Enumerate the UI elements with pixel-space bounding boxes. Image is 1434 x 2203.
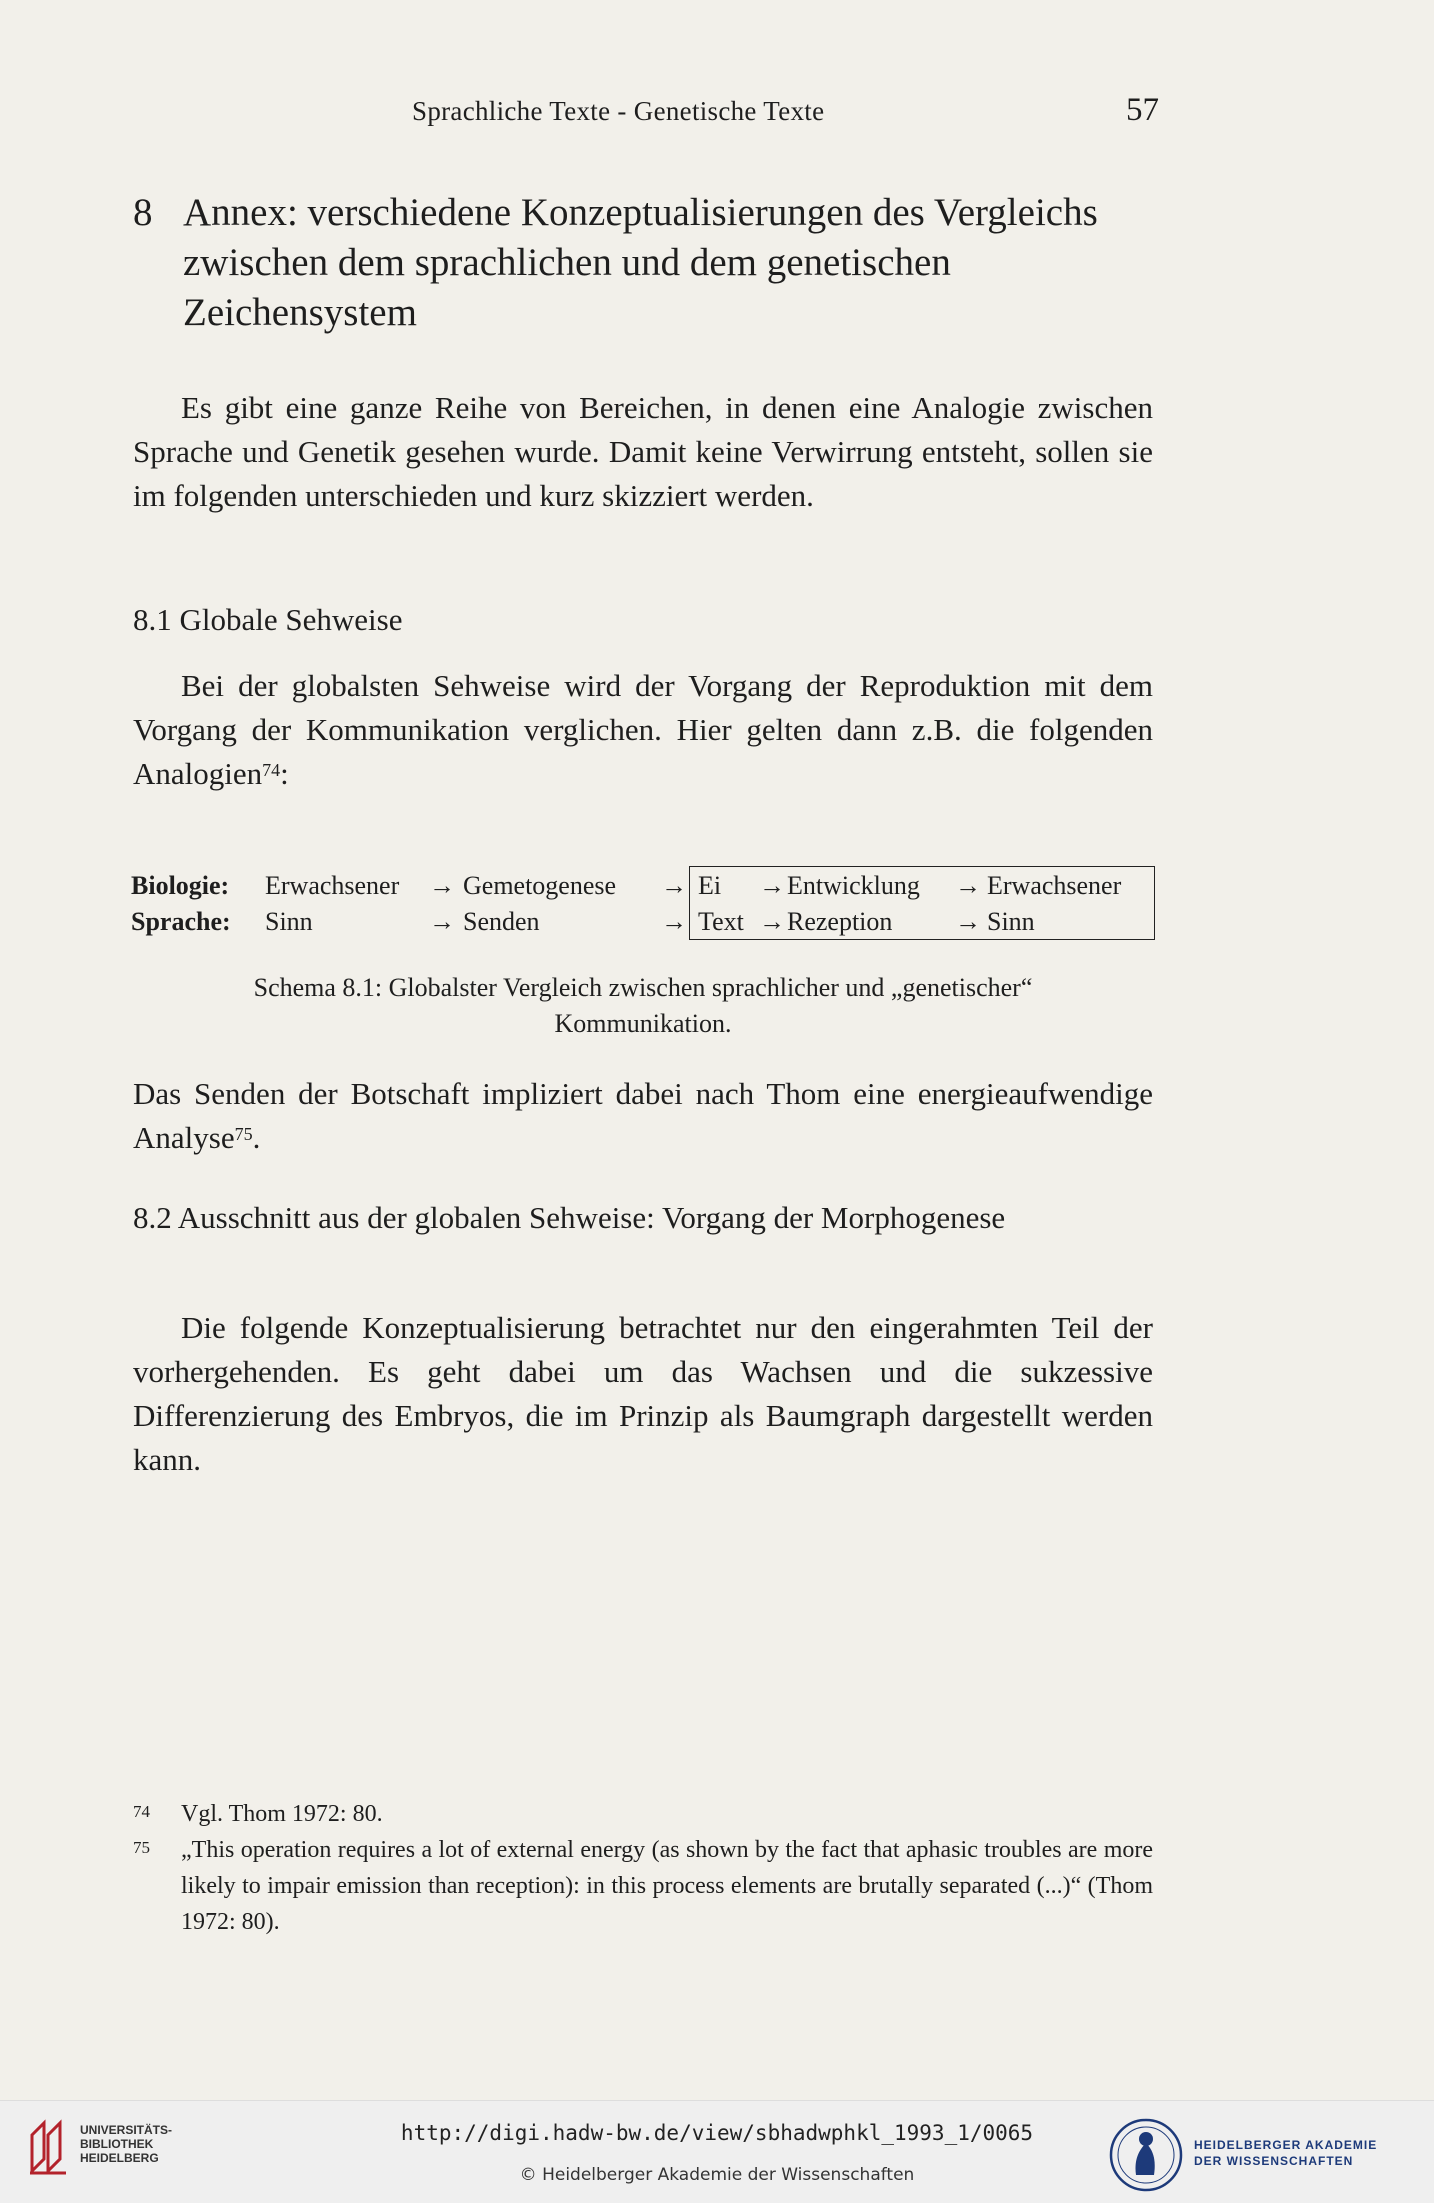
arrow-icon: → <box>429 907 455 936</box>
academy-line: DER WISSENSCHAFTEN <box>1194 2154 1354 2168</box>
arrow-icon: → <box>759 907 785 936</box>
schema-cell: Sinn <box>987 907 1035 936</box>
arrow-icon: → <box>955 907 981 936</box>
schema-label: Sprache: <box>131 907 231 936</box>
section-8-1-heading: 8.1 Globale Sehweise <box>133 602 403 637</box>
library-line: BIBLIOTHEK <box>80 2137 154 2151</box>
section-8-2-heading: 8.2 Ausschnitt aus der globalen Sehweise: Vorgang der Morphogenese <box>133 1200 1006 1235</box>
caption-line: Kommunikation. <box>554 1009 732 1038</box>
arrow-icon: → <box>661 907 687 936</box>
caption-line: Schema 8.1: Globalster Vergleich zwischen sprachlicher und „genetischer“ <box>253 973 1033 1002</box>
section-8-2-paragraph <box>133 1306 1153 1482</box>
intro-paragraph <box>133 386 1153 518</box>
arrow-icon: → <box>429 871 455 900</box>
academy-line: HEIDELBERGER AKADEMIE <box>1194 2138 1378 2152</box>
schema-cell: Entwicklung <box>787 871 920 900</box>
page-number: 57 <box>1126 92 1159 128</box>
arrow-icon: → <box>759 871 785 900</box>
schema-cell: Senden <box>463 907 540 936</box>
chapter-title: Annex: verschiedene Konzeptualisierungen des Vergleichs zwischen dem sprachlichen und dem genetischen Zeichensystem <box>183 191 1098 334</box>
running-title: Sprachliche Texte - Genetische Texte <box>412 96 825 126</box>
senden-paragraph <box>133 1072 1153 1160</box>
footnote-ref-75[interactable]: 75 <box>234 1124 253 1144</box>
academy-seal-icon <box>1108 2117 1184 2193</box>
schema-cell: Rezeption <box>787 907 893 936</box>
footnote-mark: 74 <box>133 1802 150 1821</box>
copyright-notice: © Heidelberger Akademie der Wissenschaften <box>519 2165 915 2185</box>
footnote-mark: 75 <box>133 1838 150 1857</box>
footnote-74 <box>133 1796 1153 1832</box>
schema-cell: Erwachsener <box>265 871 400 900</box>
library-line: UNIVERSITÄTS- <box>80 2123 173 2137</box>
footnote-text: Vgl. Thom 1972: 80. <box>181 1801 383 1827</box>
document-url-link[interactable]: http://digi.hadw-bw.de/view/sbhadwphkl_1993_1/0065 <box>400 2121 1034 2145</box>
schema-label: Biologie: <box>131 871 230 900</box>
schema-cell: Erwachsener <box>987 871 1122 900</box>
arrow-icon: → <box>661 871 687 900</box>
schema-caption <box>133 970 1153 1042</box>
section-8-1-colon: : <box>280 756 289 791</box>
section-8-1-text: Bei der globalsten Sehweise wird der Vorgang der Reproduktion mit dem Vorgang der Kommunikation verglichen. Hier gelten dann z.B. die folgenden Analogien <box>133 668 1153 791</box>
chapter-number: 8 <box>133 191 153 234</box>
arrow-icon: → <box>955 871 981 900</box>
intro-text: Es gibt eine ganze Reihe von Bereichen, in denen eine Analogie zwischen Sprache und Genetik gesehen wurde. Damit keine Verwirrung entsteht, sollen sie im folgenden unterschieden und kurz skizziert werden. <box>133 390 1153 513</box>
footnote-75 <box>133 1832 1153 1940</box>
schema-cell: Ei <box>698 871 722 900</box>
senden-text: Das Senden der Botschaft impliziert dabei nach Thom eine energieaufwendige Analyse <box>133 1076 1153 1155</box>
viewer-footer <box>0 2100 1434 2203</box>
academy-name <box>1194 2137 1377 2169</box>
library-line: HEIDELBERG <box>80 2151 159 2165</box>
section-8-1-paragraph <box>133 664 1153 796</box>
schema-cell: Text <box>698 907 744 936</box>
senden-period: . <box>252 1120 261 1155</box>
schema-cell: Sinn <box>265 907 313 936</box>
footnote-text: „This operation requires a lot of external energy (as shown by the fact that aphasic troubles are more likely to impair emission than reception): in this process elements are brutally separated (...)“ (Thom 1972: 80). <box>181 1837 1153 1935</box>
section-8-2-text: Die folgende Konzeptualisierung betrachtet nur den eingerahmten Teil der vorhergehenden. Es geht dabei um das Wachsen und die sukzessive Differenzierung des Embryos, die im Prinzip als Baumgraph dargestellt werden kann. <box>133 1310 1153 1477</box>
schema-cell: Gemetogenese <box>463 871 617 900</box>
footnote-ref-74[interactable]: 74 <box>262 760 281 780</box>
